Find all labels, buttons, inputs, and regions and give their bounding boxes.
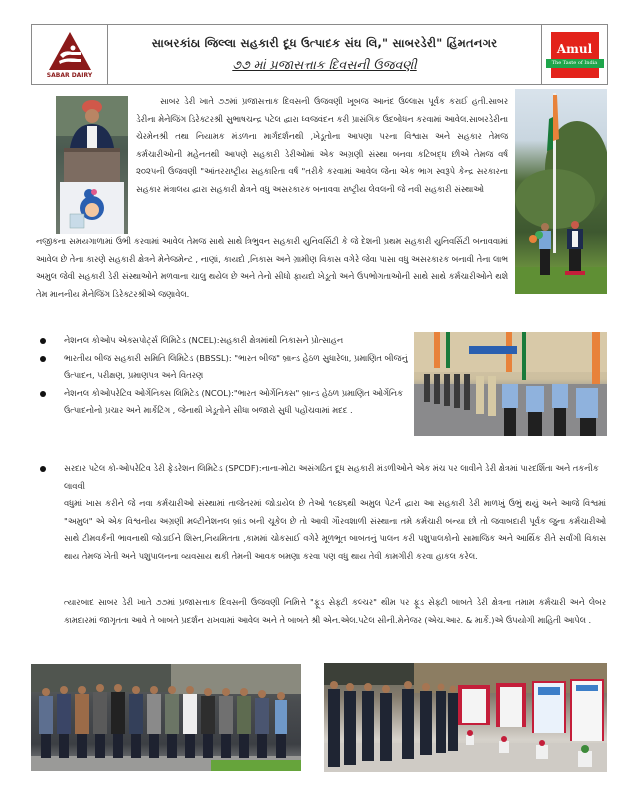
employee-message-paragraph: વધુમાં ખાસ કરીને જે નવા કર્મચારીઓ સંસ્થામાં તાજેતરમાં જોડાયેલ છે તેઓ ૧૯૪૬થી અમુલ પેટર્ન દ્વારા આ સહકારી ડેરી માળખું ઉભું થયું અને આજે વિશ્વમાં "અમુલ" એ એક વિશ્વનીય અગ્રણી મલ્ટીનેશનલ બ્રાંડ બની ચૂકેલ છે તો આવી ગૌરવશાળી સંસ્થાના તમે કર્મચારી બન્યા છો તો જવાબદારી પૂર્વક જુના કર્મચારીઓ સાથે ટીમવર્કની ભાવનાથી જોડાઈને શિસ્ત,નિયમિતતા ,કામમાં ચોકસાઈ વગેરે મૂળભૂત બાબતનું પાલન કરી પશુપાલકોનો સામાજિક અને આર્થિક રીતે સર્વાંગી વિકાસ થાય તેમજ ખેતી અને પશુપાલનના વ્યવસાય થકી તેમની આવક બમણા કરવા પણ વધુ થાય તેવી કામગીરી કરવા હાકલ કરેલ.: [64, 498, 606, 561]
amul-logo-box: [551, 32, 599, 78]
food-safety-paragraph: ત્યારબાદ સાબર ડેરી ખાતે ૭૭માં પ્રજાસત્તાક દિવસની ઉજવણી નિમિત્તે "ફૂડ સેફ્ટી કલ્ચર" થીમ પર ફૂડ સેફ્ટી બાબતે ડેરી ક્ષેત્રના તમામ કર્મચારી અને લેબર કામદારમાં જાગૃતતા આવે તે બાબતે પ્રદર્શન રાખવામાં આવેલ અને તે બાબતે શ્રી એન.એલ.પટેલ સીની.મેનેજર (એચ.આર. & માર્કે.)એ ઉપયોગી માહિતી આપેલ .: [64, 597, 606, 625]
cooperative-institutions-list-cont: [36, 460, 606, 495]
amul-brand-text: Amul: [556, 41, 593, 56]
event-title: ૭૭ માં પ્રજાસત્તાક દિવસની ઉજવણી: [232, 57, 417, 72]
employees-assembly-photo: [31, 664, 301, 771]
document-header: [31, 24, 608, 85]
flag-hoisting-scene-icon: [515, 89, 607, 294]
amul-logo: [541, 25, 607, 84]
sabar-dairy-label: SABAR DAIRY: [46, 71, 93, 79]
sabar-dairy-triangle-icon: [48, 31, 92, 71]
amul-tagline: The Taste of India: [546, 59, 604, 68]
staff-group-scene-icon: [31, 664, 301, 771]
cooperative-institutions-list: [36, 332, 408, 420]
managing-director-speech-photo: [56, 96, 128, 234]
intro-paragraph-text: સાબર ડેરી ખાતે ૭૭માં પ્રજાસત્તાક દિવસની ઉજવણી ખૂબજ આનંદ ઉલ્લાસ પૂર્વક કરાઈ હતી.સાબર ડેરીના મેનેજિંગ ડિરેક્ટરશ્રી સુભાષચન્દ્ર પટેલ દ્વારા ધ્વજવંદન કરી પ્રાસંગિક ઉદબોધન કરવામાં આવેલ.સાબરડેરીના ચેરમેનશ્રી તથા નિયામક મંડળના માર્ગદર્શનથી ,ખેડૂતોના આપણા પરના વિશ્વાસ અને સહકાર તેમજ કર્મચારીઓની મહેનતથી આપણે સહકારી ડેરીઓમાં એક અગ્રણી સંસ્થા બનવા કટિબદ્ધ છીએ તેમજ વર્ષ ૨૦૨૫ની ઉજવણી "આંતરરાષ્ટ્રીય સહકારિતા વર્ષ "તરીકે કરવામાં આવેલ જેના એક ભાગ સ્વરૂપે કેન્દ્ર સરકારના સહકાર મંત્રાલય દ્વારા સહકારી ક્ષેત્રને વધુ અસરકારક બનાવવા રાષ્ટ્રીય લેવલની જે નવી સહકારી સંસ્થાઓ: [136, 96, 508, 194]
list-item-spcdf: સરદાર પટેલ કો-ઓપરેટિવ ડેરી ફેડરેશન લિમિટેડ (SPCDF):નાના-મોટા અસંગઠિત દૂધ સહકારી મંડળીઓને એક મંચ પર લાવીને ડેરી ક્ષેત્રમાં પારદર્શિતા અને તકનીક લાવવી: [36, 460, 606, 495]
food-safety-exhibition-photo: [324, 663, 607, 772]
header-titles: [108, 25, 541, 84]
exhibition-scene-icon: [324, 663, 607, 772]
sabar-dairy-logo: [32, 25, 108, 84]
organization-name: સાબરકાંઠા જિલ્લા સહકારી દૂધ ઉત્પાદક સંઘ લિ," સાબરડેરી" હિંમતનગર: [151, 36, 498, 50]
list-item-ncel: નેશનલ કોઓપ એક્સપોર્ટ્સ લિમિટેડ (NCEL):સહકારી ક્ષેત્રમાંથી નિકાસને પ્રોત્સાહન: [36, 332, 408, 350]
list-item-bbssl: ભારતીય બીજ સહકારી સમિતિ લિમિટેડ (BBSSL): "ભારત બીજ" બ્રાન્ડ હેઠળ સુધારેલા, પ્રમાણિત બીજનું ઉત્પાદન, પરીક્ષણ, પ્રમાણપત્ર અને વિતરણ: [36, 350, 408, 385]
list-item-ncol: નેશનલ કોઓપરેટિવ ઓર્ગેનિક્સ લિમિટેડ (NCOL):"ભારત ઓર્ગેનિક્સ" બ્રાન્ડ હેઠળ પ્રમાણિત ઓર્ગેનિક ઉત્પાદનોનો પ્રચાર અને માર્કેટિંગ , જેનાથી ખેડૂતોને સીધા બજારો સુધી પહોંચવામાં મદદ .: [36, 385, 408, 420]
flag-hoisting-photo: [515, 89, 607, 294]
security-parade-scene-icon: [414, 332, 607, 436]
security-staff-salute-photo: [414, 332, 607, 436]
speaker-figure-icon: [56, 96, 128, 234]
intro-paragraph-continued: નજીકના સમયગાળામાં ઉભી કરવામાં આવેલ તેમજ સાથે સાથે ત્રિભુવન સહકારી યુનિવર્સિટી કે જે દેશની પ્રથમ સહકારી યુનિવર્સિટી બનાવવામાં આવેલ છે તેના કારણે સહકારી ક્ષેત્રને મેનેજમેન્ટ , નાણાં, કાયદો ,નિકાસ અને ગ્રામીણ વિકાસ વગેરે જેવા પાસા વધુ અસરકારક બનાવી તેના લાભ અમુલ જેવી સહકારી ડેરી સંસ્થાઓને મળવાના ચાલુ થયેલ છે અને તેનો સીધો ફાયદો ખેડૂતો અને ઉપભોગતાઓની સાથે સાથે કર્મચારીઓને થશે તેમ માનનીય મેનેજિંગ ડિરેક્ટરશ્રીએ જણાવેલ.: [36, 236, 508, 299]
intro-paragraph: [136, 93, 508, 198]
